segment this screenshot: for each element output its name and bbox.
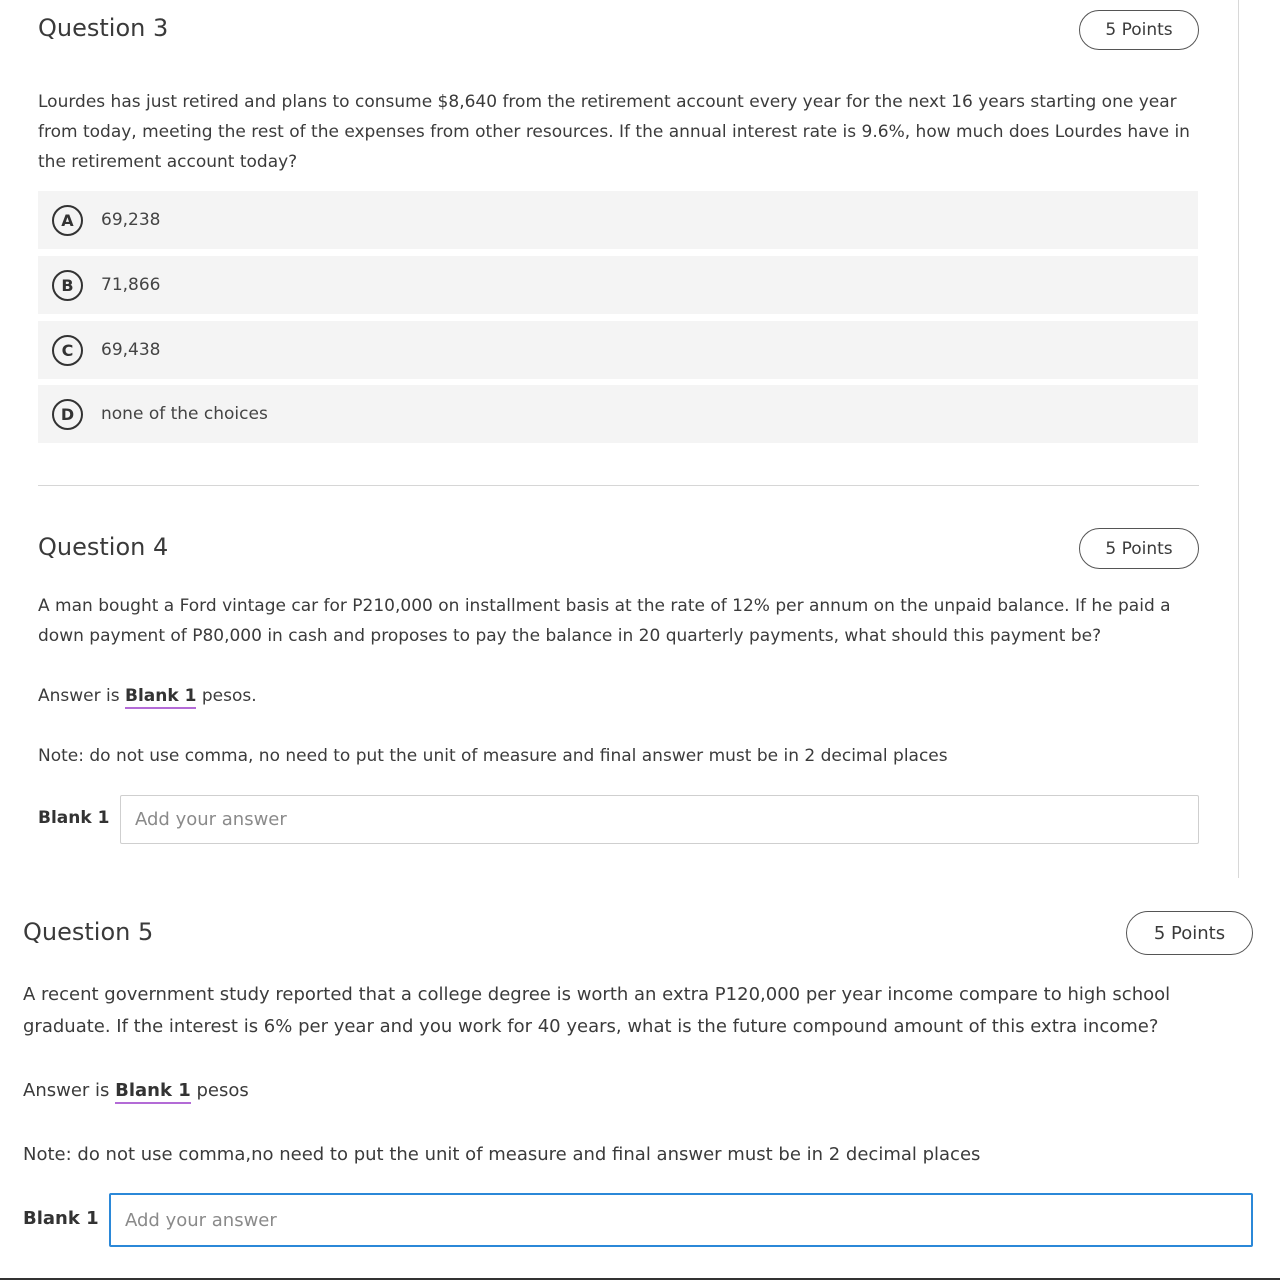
choice-c-letter: C (52, 335, 83, 366)
question-5-title: Question 5 (23, 918, 154, 946)
choice-b[interactable] (38, 256, 1198, 314)
choice-c[interactable] (38, 321, 1198, 379)
answer-suffix: pesos. (201, 686, 257, 706)
question-4-answer-input[interactable] (120, 795, 1199, 844)
question-4-note: Note: do not use comma, no need to put the unit of measure and final answer must be in 2 decimal places (38, 746, 948, 766)
choice-a[interactable] (38, 191, 1198, 249)
choice-a-text: 69,238 (101, 210, 161, 230)
question-3-points-badge: 5 Points (1079, 10, 1199, 50)
answer-prefix: Answer is (23, 1080, 110, 1101)
question-4-answer-line (38, 686, 257, 706)
choice-d-letter: D (52, 399, 83, 430)
question-4-blank-label: Blank 1 (38, 808, 110, 828)
question-5-points-badge: 5 Points (1126, 911, 1253, 955)
answer-suffix: pesos (196, 1080, 249, 1101)
choice-b-letter: B (52, 270, 83, 301)
choice-d-text: none of the choices (101, 404, 268, 424)
question-4-points-badge: 5 Points (1079, 528, 1199, 569)
question-divider (38, 485, 1199, 486)
choice-c-text: 69,438 (101, 340, 161, 360)
choice-a-letter: A (52, 205, 83, 236)
choice-b-text: 71,866 (101, 275, 161, 295)
question-4-title: Question 4 (38, 533, 169, 561)
question-5-note: Note: do not use comma,no need to put the unit of measure and final answer must be in 2 decimal places (23, 1144, 981, 1165)
panel-right-border (1238, 0, 1239, 878)
question-3-text: Lourdes has just retired and plans to consume $8,640 from the retirement account every year for the next 16 years starting one year from today, meeting the rest of the expenses from other resources. If the annual interest rate is 9.6%, how much does Lourdes have in the retirement account today? (38, 92, 1190, 172)
question-5-answer-line (23, 1080, 249, 1101)
blank-reference[interactable]: Blank 1 (125, 686, 196, 709)
question-5-blank-label: Blank 1 (23, 1208, 99, 1229)
question-3-title: Question 3 (38, 14, 169, 42)
answer-prefix: Answer is (38, 686, 120, 706)
question-5-text: A recent government study reported that a college degree is worth an extra P120,000 per year income compare to high school graduate. If the interest is 6% per year and you work for 40 years, what is the future compound amount of this extra income? (23, 984, 1171, 1037)
question-5-answer-input[interactable] (109, 1193, 1253, 1247)
choice-d[interactable] (38, 385, 1198, 443)
blank-reference[interactable]: Blank 1 (115, 1080, 191, 1104)
question-4-text: A man bought a Ford vintage car for P210,000 on installment basis at the rate of 12% per annum on the unpaid balance. If he paid a down payment of P80,000 in cash and proposes to pay the balance in 20 quarterly payments, what should this payment be? (38, 596, 1171, 646)
